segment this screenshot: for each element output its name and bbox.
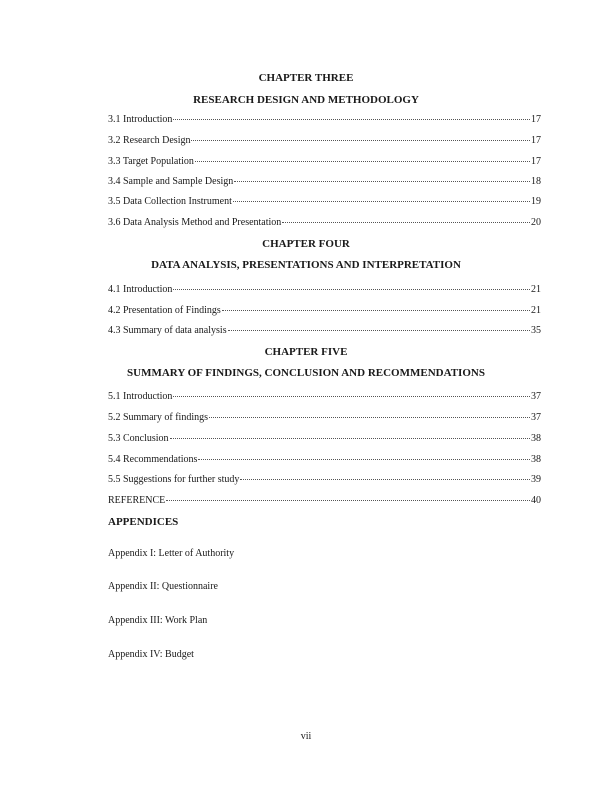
dot-leader — [282, 221, 530, 223]
dot-leader — [209, 416, 530, 418]
toc-entry[interactable] — [108, 114, 541, 128]
dot-leader — [191, 139, 530, 141]
toc-entry-label: 3.6 Data Analysis Method and Presentation — [108, 217, 282, 228]
appendices-heading: APPENDICES — [108, 516, 179, 528]
dot-leader — [240, 478, 530, 480]
toc-entry-page: 35 — [531, 325, 541, 336]
toc-entry-page: 19 — [531, 196, 541, 207]
dot-leader — [195, 160, 530, 162]
toc-entry[interactable] — [108, 325, 541, 339]
chapter-five-heading: CHAPTER FIVE — [264, 346, 348, 358]
toc-entry-label: 4.2 Presentation of Findings — [108, 305, 221, 316]
toc-entry-label: 5.3 Conclusion — [108, 433, 169, 444]
toc-entry[interactable] — [108, 156, 541, 170]
toc-entry-label: 3.5 Data Collection Instrument — [108, 196, 232, 207]
dot-leader — [198, 458, 530, 460]
toc-entry-page: 37 — [531, 412, 541, 423]
toc-entry[interactable] — [108, 196, 541, 210]
appendix-item[interactable]: Appendix I: Letter of Authority — [108, 548, 235, 559]
toc-entry-label: 4.3 Summary of data analysis — [108, 325, 227, 336]
toc-entry[interactable] — [108, 454, 541, 468]
toc-entry[interactable] — [108, 135, 541, 149]
toc-entry[interactable] — [108, 433, 541, 447]
toc-entry-label: 4.1 Introduction — [108, 284, 173, 295]
toc-entry-page: 37 — [531, 391, 541, 402]
toc-entry-reference[interactable] — [108, 495, 541, 509]
toc-entry-label: REFERENCE — [108, 495, 166, 506]
toc-entry-page: 38 — [531, 454, 541, 465]
toc-entry-label: 3.4 Sample and Sample Design — [108, 176, 234, 187]
toc-entry-label: 5.1 Introduction — [108, 391, 173, 402]
toc-entry-label: 3.1 Introduction — [108, 114, 173, 125]
appendix-item[interactable]: Appendix IV: Budget — [108, 649, 194, 660]
dot-leader — [234, 180, 530, 182]
dot-leader — [173, 395, 530, 397]
dot-leader — [166, 499, 530, 501]
appendix-item[interactable]: Appendix III: Work Plan — [108, 615, 208, 626]
toc-entry-label: 5.4 Recommendations — [108, 454, 198, 465]
toc-entry[interactable] — [108, 284, 541, 298]
dot-leader — [170, 437, 530, 439]
toc-entry-page: 18 — [531, 176, 541, 187]
toc-entry-label: 5.2 Summary of findings — [108, 412, 208, 423]
dot-leader — [233, 200, 530, 202]
toc-entry-page: 39 — [531, 474, 541, 485]
toc-entry[interactable] — [108, 474, 541, 488]
toc-entry-page: 21 — [531, 305, 541, 316]
toc-entry-page: 21 — [531, 284, 541, 295]
chapter-four-heading: CHAPTER FOUR — [262, 238, 350, 250]
toc-entry-label: 3.2 Research Design — [108, 135, 191, 146]
appendix-item[interactable]: Appendix II: Questionnaire — [108, 581, 218, 592]
chapter-three-subheading: RESEARCH DESIGN AND METHODOLOGY — [193, 94, 419, 106]
toc-entry-page: 17 — [531, 114, 541, 125]
toc-entry-label: 3.3 Target Population — [108, 156, 194, 167]
toc-entry-page: 17 — [531, 135, 541, 146]
dot-leader — [222, 309, 530, 311]
toc-entry-page: 17 — [531, 156, 541, 167]
dot-leader — [228, 329, 530, 331]
toc-entry[interactable] — [108, 391, 541, 405]
toc-entry[interactable] — [108, 305, 541, 319]
dot-leader — [173, 288, 530, 290]
chapter-four-subheading: DATA ANALYSIS, PRESENTATIONS AND INTERPRETATION — [151, 259, 461, 271]
dot-leader — [173, 118, 530, 120]
chapter-three-heading: CHAPTER THREE — [258, 72, 354, 84]
toc-entry-label: 5.5 Suggestions for further study — [108, 474, 240, 485]
toc-entry[interactable] — [108, 176, 541, 190]
toc-entry-page: 20 — [531, 217, 541, 228]
page-number: vii — [300, 731, 312, 742]
toc-entry-page: 40 — [531, 495, 541, 506]
toc-entry[interactable] — [108, 412, 541, 426]
chapter-five-subheading: SUMMARY OF FINDINGS, CONCLUSION AND RECOMMENDATIONS — [127, 367, 485, 379]
toc-entry-page: 38 — [531, 433, 541, 444]
toc-entry[interactable] — [108, 217, 541, 231]
